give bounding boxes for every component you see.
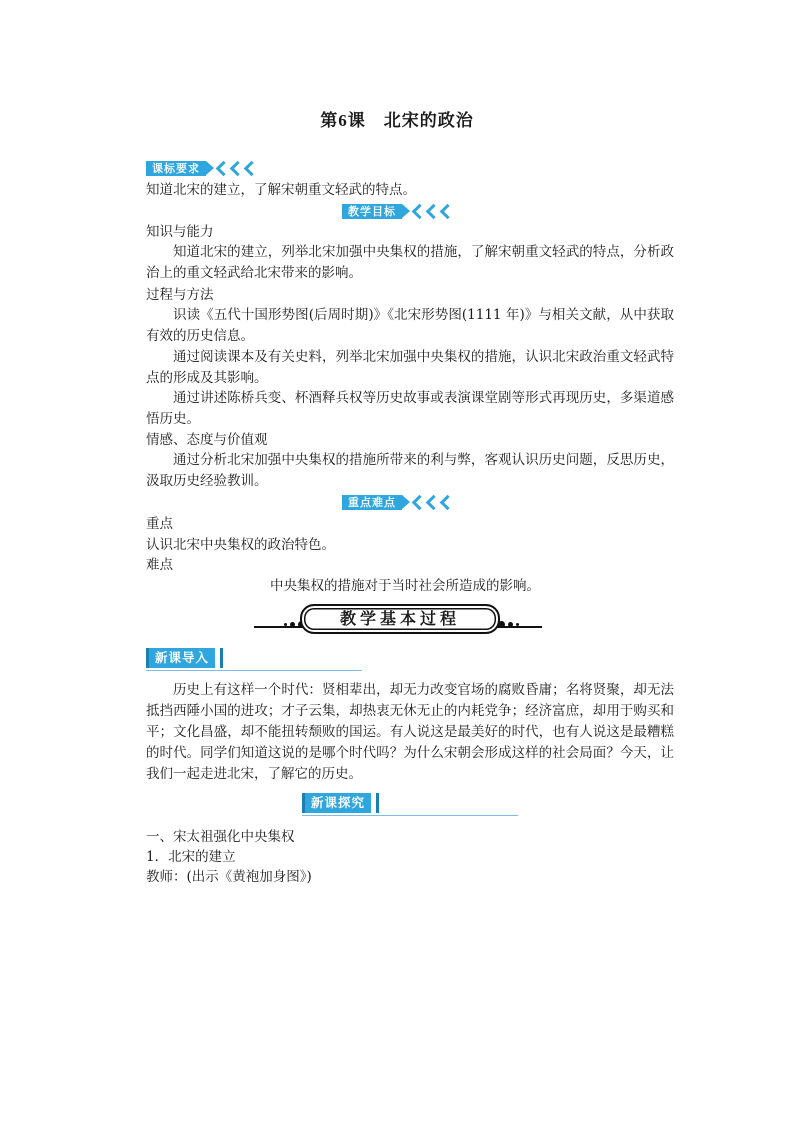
tag-kebiao bbox=[146, 161, 257, 176]
kebiao-text: 知道北宋的建立，了解宋朝重文轻武的特点。 bbox=[146, 182, 416, 198]
stripe-decoration bbox=[220, 648, 223, 668]
section-xinke-daoru bbox=[146, 648, 362, 672]
process-title: 教学基本过程 bbox=[300, 604, 500, 634]
heading-zhishi: 知识与能力 bbox=[146, 224, 214, 240]
tag-zhongdian-label: 重点难点 bbox=[342, 495, 402, 510]
text-zhongdian: 认识北宋中央集权的政治特色。 bbox=[146, 537, 335, 553]
stripe-decoration bbox=[376, 793, 379, 813]
heading-song-taizu: 一、宋太祖强化中央集权 bbox=[146, 829, 295, 845]
lesson-title: 第6课 北宋的政治 bbox=[320, 111, 474, 131]
tag-kebiao-label: 课标要求 bbox=[146, 161, 206, 176]
chevron-icon bbox=[414, 206, 453, 217]
para-daoru: 历史上有这样一个时代：贤相辈出，却无力改变官场的腐败昏庸；名将贤聚，却无法抵挡西陲小国的进攻；才子云集，却热衷无休无止的内耗党争；经济富庶，却用于购买和平；文化昌盛，却不能扭转颓败的国运。有人说这是最美好的时代，也有人说这是最糟糕的时代。同学们知道这说的是哪个时代吗？为什么宋朝会形成这样的社会局面？今天，让我们一起走进北宋，了解它的历史。 bbox=[146, 682, 674, 782]
section-xinke-daoru-label: 新课导入 bbox=[146, 648, 215, 668]
para-qinggan: 通过分析北宋加强中央集权的措施所带来的利与弊，客观认识历史问题，反思历史，汲取历史经验教训。 bbox=[146, 452, 674, 489]
tag-mubiao bbox=[342, 204, 453, 219]
heading-zhongdian: 重点 bbox=[146, 516, 173, 532]
underline bbox=[302, 815, 518, 816]
para-guocheng-3: 通过讲述陈桥兵变、杯酒释兵权等历史故事或表演课堂剧等形式再现历史，多渠道感悟历史。 bbox=[146, 390, 674, 427]
para-zhishi: 知道北宋的建立，列举北宋加强中央集权的措施，了解宋朝重文轻武的特点，分析政治上的重文轻武给北宋带来的影响。 bbox=[146, 244, 674, 281]
text-jiaoshi: 教师：(出示《黄袍加身图》) bbox=[146, 869, 312, 885]
para-guocheng-1: 识读《五代十国形势图(后周时期)》《北宋形势图(1111 年)》与相关文献，从中获取有效的历史信息。 bbox=[146, 307, 674, 344]
heading-qinggan: 情感、态度与价值观 bbox=[146, 432, 268, 448]
process-heading bbox=[254, 604, 542, 634]
section-xinke-tanjiu bbox=[302, 793, 518, 817]
heading-nandian: 难点 bbox=[146, 557, 173, 573]
tag-zhongdian bbox=[342, 495, 453, 510]
section-xinke-tanjiu-label: 新课探究 bbox=[302, 793, 371, 813]
chevron-icon bbox=[414, 497, 453, 508]
text-nandian: 中央集权的措施对于当时社会所造成的影响。 bbox=[270, 578, 540, 594]
para-guocheng-2: 通过阅读课本及有关史料，列举北宋加强中央集权的措施，认识北宋政治重文轻武特点的形成及其影响。 bbox=[146, 349, 674, 386]
heading-beisong-jianli: 1．北宋的建立 bbox=[146, 849, 236, 865]
tag-mubiao-label: 教学目标 bbox=[342, 204, 402, 219]
heading-guocheng: 过程与方法 bbox=[146, 287, 214, 303]
underline bbox=[146, 670, 362, 671]
dots-icon bbox=[498, 621, 519, 628]
chevron-icon bbox=[218, 163, 257, 174]
